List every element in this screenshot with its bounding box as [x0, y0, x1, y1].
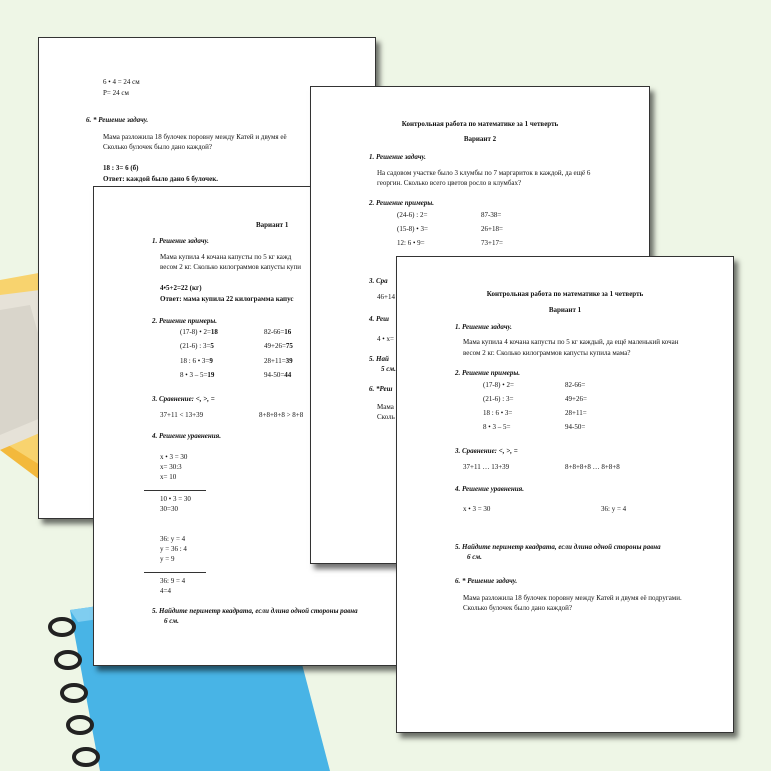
task-heading: 2. Решение примеры. [455, 369, 520, 377]
example-left: 12: 6 • 9= [397, 239, 425, 247]
example-right: 28+11=39 [264, 357, 293, 365]
divider [144, 572, 206, 573]
compare-line: 8+8+8+8 … 8+8+8 [565, 463, 620, 471]
equation-line: 36: y = 4 [601, 505, 627, 513]
equation-line: 4 • x= [377, 335, 394, 343]
example-left: 18 : 6 • 3= [483, 409, 513, 417]
example-left: (21-6) : 3= [483, 395, 514, 403]
task-heading: 1. Решение задачу. [369, 153, 426, 161]
text-line: Сколько булочек было дано каждой? [463, 604, 573, 612]
task-heading: 6 см. [467, 553, 482, 561]
task-heading: 6. * Решение задачу. [86, 116, 149, 124]
task-heading: 5. Найдите периметр квадрата, если длина одной стороны равна [152, 607, 358, 615]
page-title: Контрольная работа по математике за 1 четверть [486, 290, 644, 298]
text-line: георгин. Сколько всего цветов росло в клумбах? [377, 179, 522, 187]
variant-title: Вариант 2 [463, 135, 497, 143]
example-left: 8 • 3 – 5=19 [180, 371, 215, 379]
example-right: 94-50=44 [264, 371, 292, 379]
task-heading: 2. Решение примеры. [152, 317, 217, 325]
equation-line: x • 3 = 30 [160, 453, 188, 461]
example-right: 49+26=75 [264, 342, 293, 350]
text-line: Сколь [377, 413, 395, 421]
text-line: Мама разложила 18 булочек поровну между Катей и двумя её подругами. [463, 594, 682, 602]
task-heading: 4. Решение уравнения. [455, 485, 524, 493]
text-line: Мама купила 4 кочана капусты по 5 кг каждый, да ещё маленький кочан [463, 338, 679, 346]
task-heading: 4. Реш [369, 315, 389, 323]
compare-line: 37+11 … 13+39 [463, 463, 510, 471]
equation-line: y = 9 [160, 555, 175, 563]
task-heading: 1. Решение задачу. [455, 323, 512, 331]
example-left: 18 : 6 • 3=9 [180, 357, 213, 365]
task-heading: 5. Най [369, 355, 389, 363]
equation-line: 10 • 3 = 30 [160, 495, 191, 503]
example-left: (17-8) • 2=18 [180, 328, 218, 336]
example-right: 28+11= [565, 409, 587, 417]
solution-line: 4•5+2=22 (кг) [160, 284, 202, 292]
task-heading: 5 см. [381, 365, 396, 373]
page-title: Контрольная работа по математике за 1 четверть [401, 120, 559, 128]
task-heading: 3. Сравнение: <, >, = [152, 395, 215, 403]
solution-line: 18 : 3= 6 (б) [103, 164, 139, 172]
text-line: Р= 24 см [103, 89, 129, 97]
worksheet-page-4 [396, 256, 734, 733]
example-left: (15-8) • 3= [397, 225, 428, 233]
text-line: 6 • 4 = 24 см [103, 78, 140, 86]
example-left: 8 • 3 – 5= [483, 423, 511, 431]
example-left: (17-8) • 2= [483, 381, 514, 389]
equation-line: x= 10 [160, 473, 177, 481]
text-line: весом 2 кг. Сколько килограммов капусты купила мама? [463, 349, 631, 357]
compare-line: 37+11 < 13+39 [160, 411, 204, 419]
answer-line: Ответ: мама купила 22 килограмма капус [160, 295, 294, 303]
example-right: 82-66= [565, 381, 586, 389]
text-line: Мама [377, 403, 394, 411]
example-right: 94-50= [565, 423, 586, 431]
compare-line: 8+8+8+8 > 8+8 [259, 411, 304, 419]
compare-line: 46+14 [377, 293, 395, 301]
example-right: 82-66=16 [264, 328, 292, 336]
task-heading: 4. Решение уравнения. [152, 432, 221, 440]
equation-line: x= 30:3 [160, 463, 182, 471]
task-heading: 3. Сравнение: <, >, = [455, 447, 518, 455]
task-heading: 3. Сра [369, 277, 388, 285]
text-line: Мама купила 4 кочана капусты по 5 кг кажд [160, 253, 292, 261]
answer-line: Ответ: каждой было дано 6 булочек. [103, 175, 218, 183]
equation-line: 36: y = 4 [160, 535, 186, 543]
text-line: Сколько булочек было дано каждой? [103, 143, 213, 151]
task-heading: 6 см. [164, 617, 179, 625]
equation-line: 36: 9 = 4 [160, 577, 186, 585]
text-line: весом 2 кг. Сколько килограммов капусты купи [160, 263, 302, 271]
example-right: 87-38= [481, 211, 502, 219]
variant-title: Вариант 1 [548, 306, 582, 314]
equation-line: y = 36 : 4 [160, 545, 187, 553]
example-right: 26+18= [481, 225, 503, 233]
example-left: (21-6) : 3=5 [180, 342, 214, 350]
text-line: Мама разложила 18 булочек поровну между Катей и двумя её [103, 133, 287, 141]
task-heading: 6. *Реш [369, 385, 393, 393]
task-heading: 6. * Решение задачу. [455, 577, 518, 585]
variant-title: Вариант 1 [256, 221, 289, 229]
text-line: На садовом участке было 3 клумбы по 7 маргариток в каждой, да ещё 6 [377, 169, 591, 177]
equation-line: x • 3 = 30 [463, 505, 491, 513]
divider [144, 490, 206, 491]
example-right: 73+17= [481, 239, 503, 247]
task-heading: 1. Решение задачу. [152, 237, 209, 245]
equation-line: 30=30 [160, 505, 178, 513]
example-right: 49+26= [565, 395, 587, 403]
equation-line: 4=4 [160, 587, 171, 595]
example-left: (24-6) : 2= [397, 211, 428, 219]
task-heading: 5. Найдите периметр квадрата, если длина одной стороны равна [455, 543, 661, 551]
task-heading: 2. Решение примеры. [369, 199, 434, 207]
